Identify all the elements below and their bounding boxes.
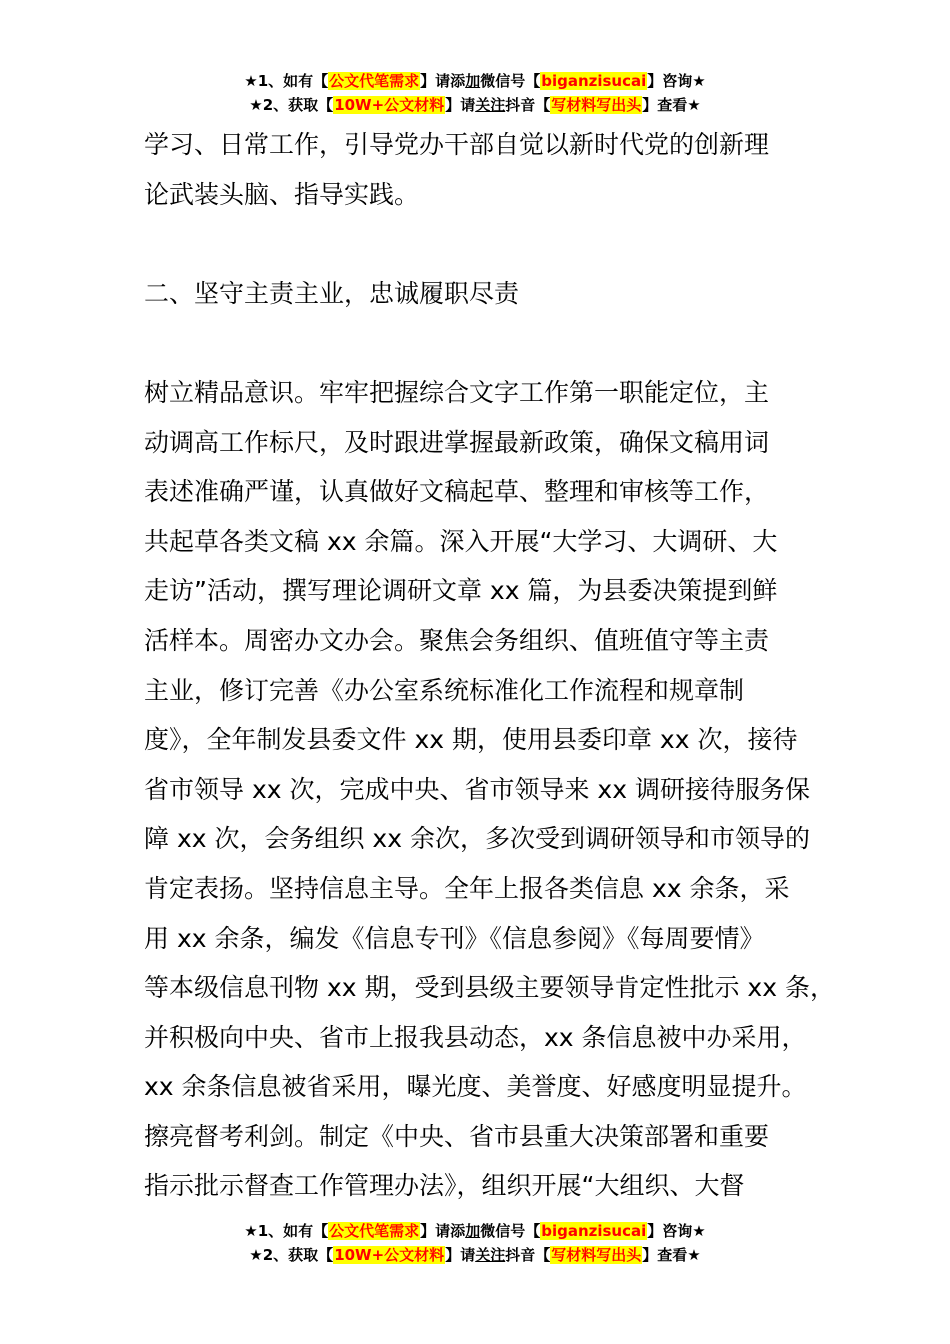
promo-text: 微信号【 bbox=[480, 1222, 541, 1240]
bottom-promo-banner bbox=[0, 1219, 950, 1267]
body-line: 动调高工作标尺，及时跟进掌握最新政策，确保文稿用词 bbox=[144, 427, 770, 457]
promo-text: 】请添 bbox=[420, 72, 466, 90]
body-line: 度》，全年制发县委文件 xx 期，使用县委印章 xx 次，接待 bbox=[144, 725, 798, 755]
body-line: 走访”活动，撰写理论调研文章 xx 篇，为县委决策提到鲜 bbox=[144, 576, 778, 606]
promo-text: 】咨询★ bbox=[647, 1222, 706, 1240]
promo-text: 抖音【 bbox=[505, 96, 551, 114]
promo-text: 】咨询★ bbox=[647, 72, 706, 90]
promo-text: 微信号【 bbox=[480, 72, 541, 90]
body-line: 并积极向中央、省市上报我县动态，xx 条信息被中办采用， bbox=[144, 1022, 807, 1052]
promo-text: 】查看★ bbox=[642, 1246, 701, 1264]
body-line: 省市领导 xx 次，完成中央、省市领导来 xx 调研接待服务保 bbox=[144, 774, 810, 804]
promo-line-1 bbox=[0, 69, 950, 93]
body-line: 活样本。周密办文办会。聚焦会务组织、值班值守等主责 bbox=[144, 625, 770, 655]
body-line: 用 xx 余条，编发《信息专刊》《信息参阅》《每周要情》 bbox=[144, 923, 765, 953]
body-line: 肯定表扬。坚持信息主导。全年上报各类信息 xx 余条，采 bbox=[144, 873, 790, 903]
body-line: 主业，修订完善《办公室系统标准化工作流程和规章制 bbox=[144, 675, 745, 705]
body-line: 等本级信息刊物 xx 期，受到县级主要领导肯定性批示 xx 条， bbox=[144, 973, 835, 1003]
promo-line-2 bbox=[0, 1243, 950, 1267]
promo-underlined-text: 加 bbox=[465, 72, 481, 90]
body-line: 擦亮督考利剑。制定《中央、省市县重大决策部署和重要 bbox=[144, 1121, 770, 1151]
body-line: 树立精品意识。牢牢把握综合文字工作第一职能定位，主 bbox=[144, 377, 770, 407]
promo-text: ★2、获取【 bbox=[249, 1246, 334, 1264]
paragraph-gap bbox=[144, 318, 844, 368]
body-line: 共起草各类文稿 xx 余篇。深入开展“大学习、大调研、大 bbox=[144, 526, 778, 556]
wechat-id-highlight: biganzisucai bbox=[541, 72, 647, 90]
promo-underlined-text: 关注 bbox=[475, 96, 506, 114]
promo-text: 】查看★ bbox=[642, 96, 701, 114]
promo-highlight: 公文代笔需求 bbox=[329, 72, 420, 90]
promo-text: ★1、如有【 bbox=[244, 72, 329, 90]
promo-highlight: 10W+公文材料 bbox=[334, 1246, 445, 1264]
douyin-account-highlight: 写材料写出头 bbox=[551, 96, 642, 114]
promo-text: 抖音【 bbox=[505, 1246, 551, 1264]
document-body bbox=[144, 120, 844, 1211]
promo-line-2 bbox=[0, 93, 950, 117]
promo-highlight: 公文代笔需求 bbox=[329, 1222, 420, 1240]
promo-text: 】请 bbox=[445, 96, 476, 114]
body-line: 障 xx 次，会务组织 xx 余次，多次受到调研领导和市领导的 bbox=[144, 824, 810, 854]
body-line: 表述准确严谨，认真做好文稿起草、整理和审核等工作， bbox=[144, 477, 770, 507]
body-line: 论武装头脑、指导实践。 bbox=[144, 179, 420, 209]
body-line: xx 余条信息被省采用，曝光度、美誉度、好感度明显提升。 bbox=[144, 1072, 807, 1102]
wechat-id-highlight: biganzisucai bbox=[541, 1222, 647, 1240]
body-line: 学习、日常工作，引导党办干部自觉以新时代党的创新理 bbox=[144, 130, 770, 159]
paragraph-gap bbox=[144, 219, 844, 269]
promo-line-1 bbox=[0, 1219, 950, 1243]
promo-underlined-text: 关注 bbox=[475, 1246, 506, 1264]
promo-highlight: 10W+公文材料 bbox=[334, 96, 445, 114]
promo-underlined-text: 加 bbox=[465, 1222, 481, 1240]
promo-text: ★1、如有【 bbox=[244, 1222, 329, 1240]
douyin-account-highlight: 写材料写出头 bbox=[551, 1246, 642, 1264]
section-heading: 二、坚守主责主业，忠诚履职尽责 bbox=[144, 278, 520, 308]
body-line: 指示批示督查工作管理办法》，组织开展“大组织、大督 bbox=[144, 1171, 745, 1201]
top-promo-banner bbox=[0, 69, 950, 117]
promo-text: ★2、获取【 bbox=[249, 96, 334, 114]
promo-text: 】请添 bbox=[420, 1222, 466, 1240]
promo-text: 】请 bbox=[445, 1246, 476, 1264]
